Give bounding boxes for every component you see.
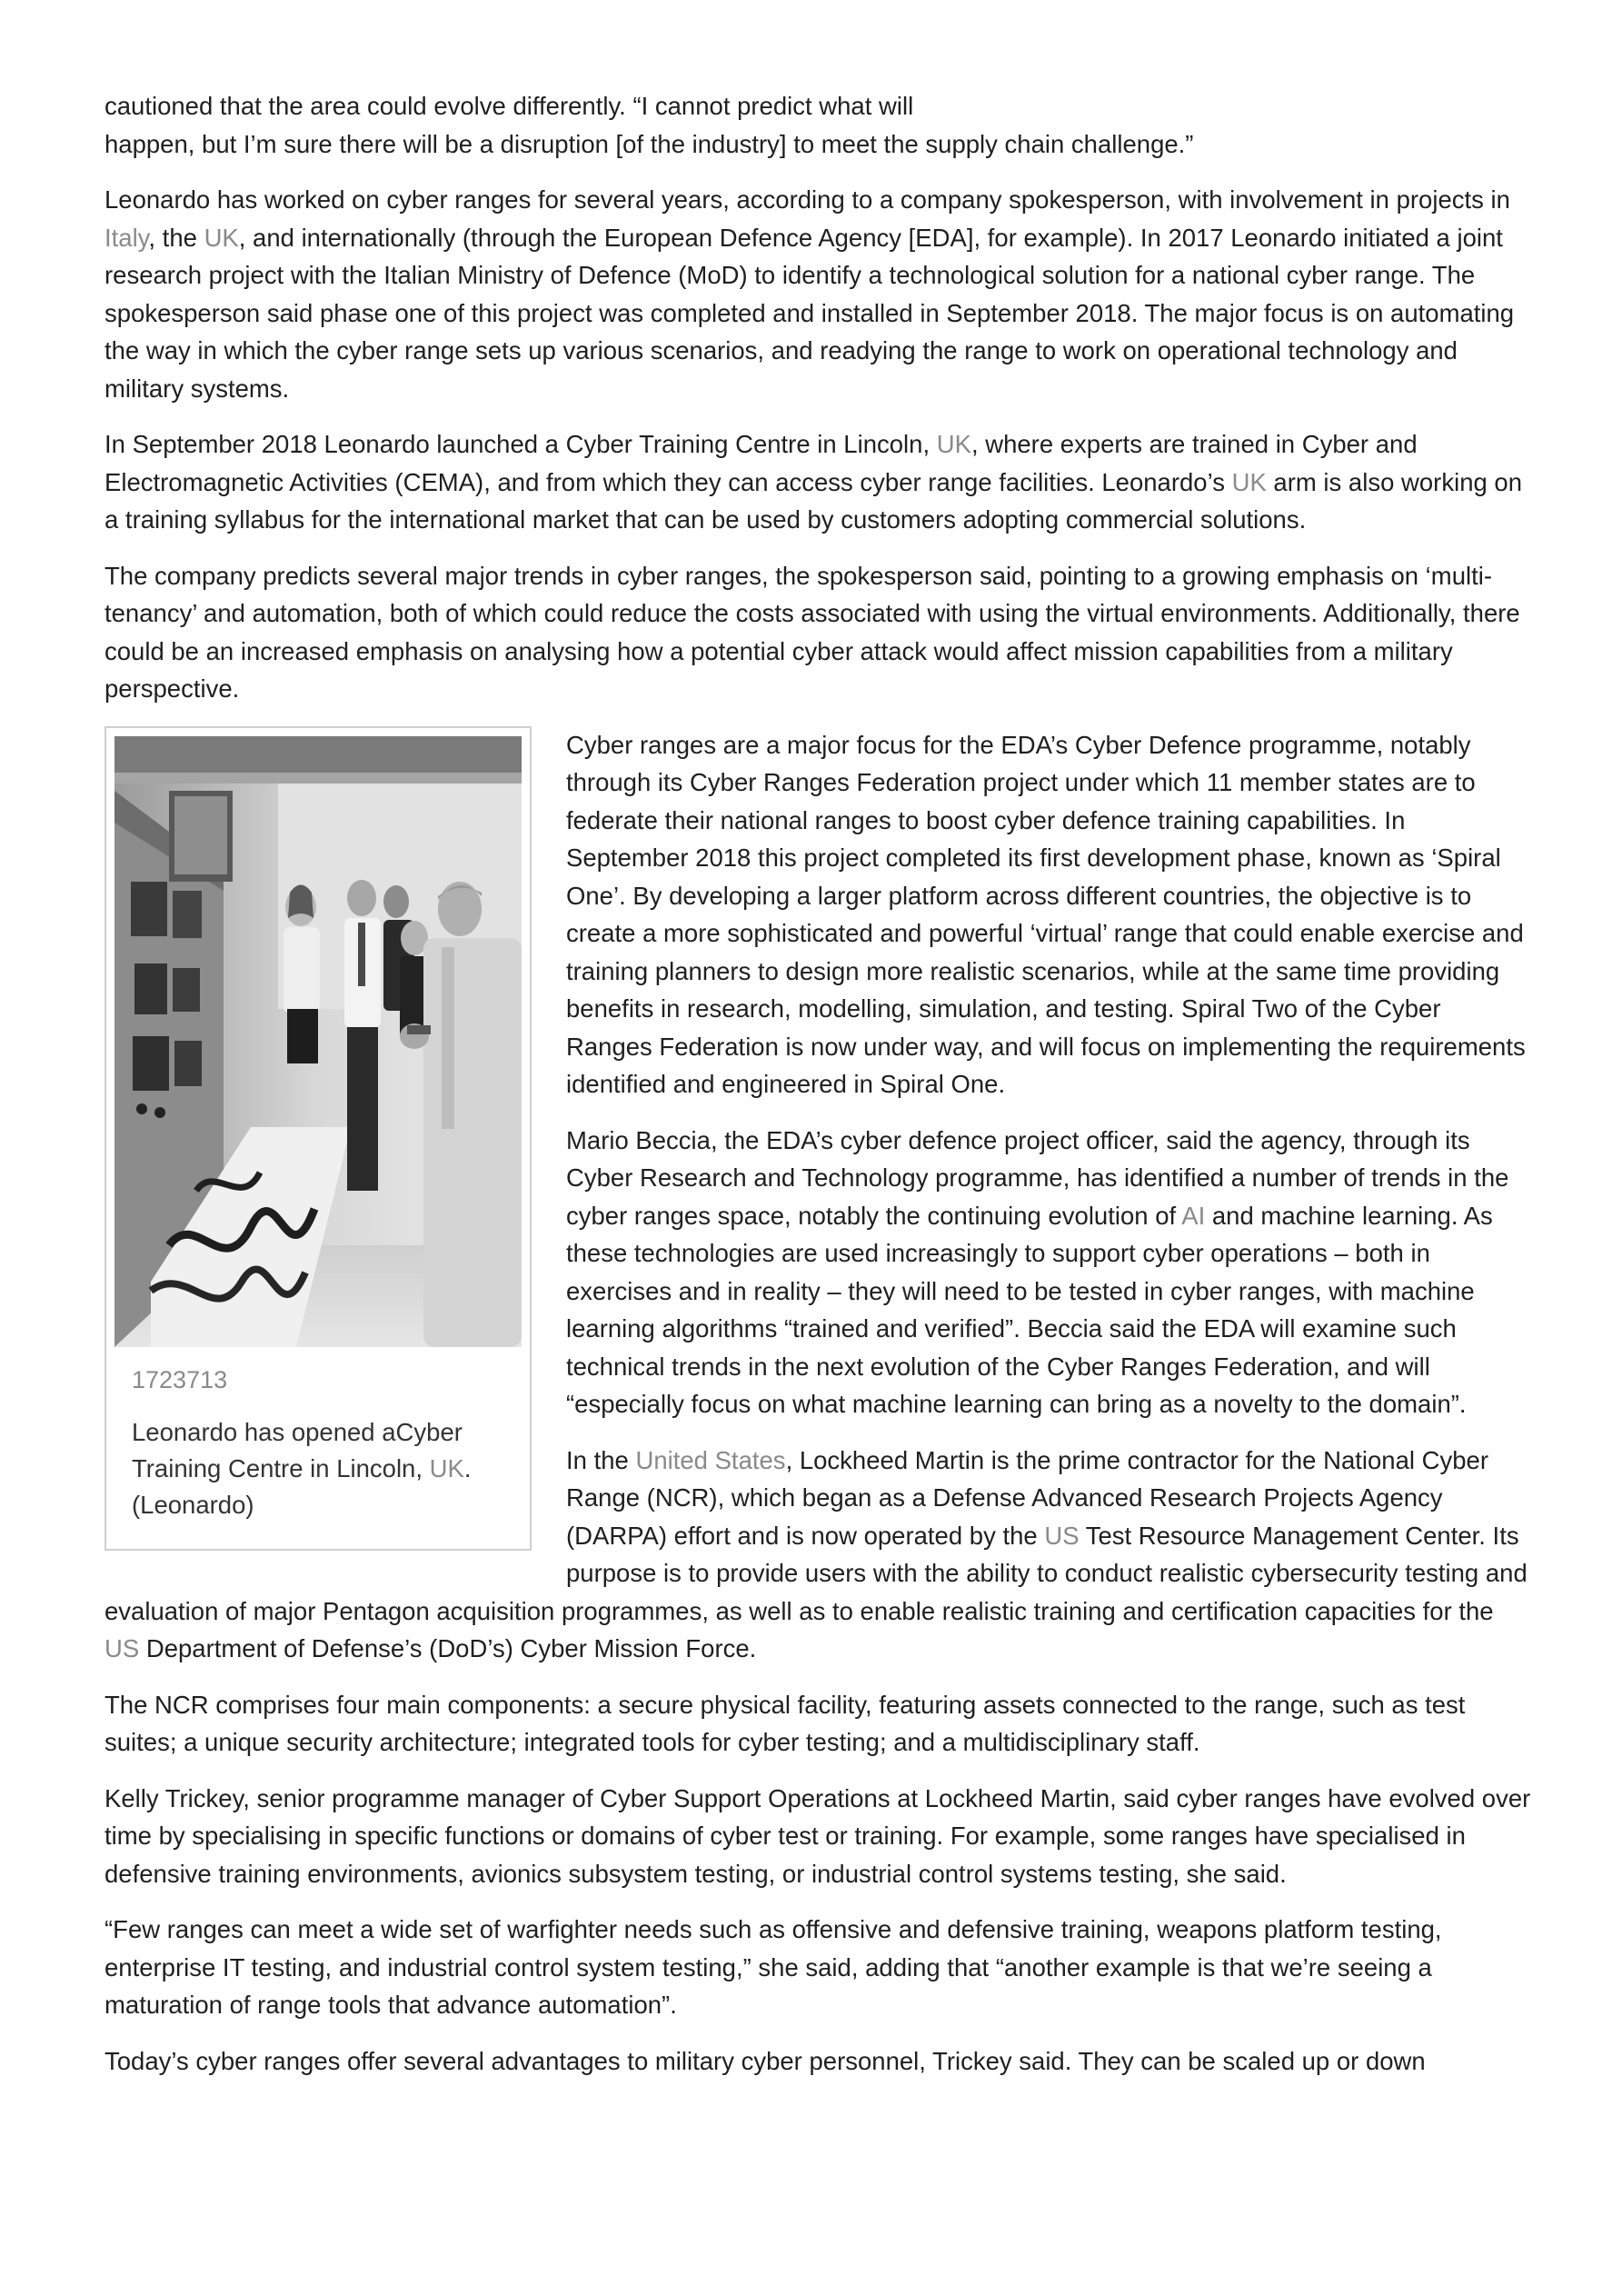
link-uk[interactable]: UK (204, 223, 239, 252)
text-run: Department of Defense’s (DoD’s) Cyber Mission Force. (139, 1634, 757, 1662)
paragraph-trickey-quote (104, 1911, 1531, 2024)
link-italy[interactable]: Italy (104, 223, 149, 252)
paragraph-line: cautioned that the area could evolve differently. “I cannot predict what will (104, 92, 914, 120)
link-us[interactable]: US (104, 1634, 140, 1662)
paragraph-advantages (104, 2042, 1531, 2081)
text-run: and machine learning. As these technologies are used increasingly to support cyber operations – both in exercises and in reality – they will need to be tested in cyber ranges, with machine learning algorithms “trained and verified”. Beccia said the EDA will examine such technical trends in the next evolution of the Cyber Ranges Federation, and will “especially focus on what machine learning can bring as a novelty to the domain”. (566, 1201, 1493, 1418)
text-run: Today’s cyber ranges offer several advantages to military cyber personnel, Trickey said. They can be scaled up or down (104, 2046, 1426, 2075)
link-ai[interactable]: AI (1181, 1201, 1206, 1230)
link-uk[interactable]: UK (429, 1453, 464, 1482)
figure-image-id: 1723713 (132, 1365, 228, 1393)
text-run: Leonardo has worked on cyber ranges for several years, according to a company spokesperson, with involvement in projects in (104, 185, 1510, 214)
paragraph-continuation (104, 87, 1531, 163)
link-uk[interactable]: UK (1231, 467, 1267, 496)
text-run: The company predicts several major trends in cyber ranges, the spokesperson said, pointing to a growing emphasis on ‘multi-tenancy’ and automation, both of which could reduce the costs associated with using the virtual environments. Additionally, there could be an increased emphasis on analysing how a potential cyber attack would affect mission capabilities from a military perspective. (104, 561, 1520, 703)
paragraph-ncr-components (104, 1686, 1531, 1762)
text-run: , and internationally (through the European Defence Agency [EDA], for example). In 2017 Leonardo initiated a joint research project with the Italian Ministry of Defence (MoD) to identify a technological solution for a national cyber range. The spokesperson said phase one of this project was completed and installed in September 2018. The major focus is on automating the way in which the cyber range sets up various scenarios, and readying the range to work on operational technology and military systems. (104, 223, 1515, 403)
figure-caption (132, 1414, 522, 1523)
paragraph-line: happen, but I’m sure there will be a disruption [of the industry] to meet the supply chain challenge.” (104, 129, 1194, 158)
text-run: , the (148, 223, 204, 252)
text-run: In the (566, 1445, 636, 1474)
text-run: The NCR comprises four main components: a secure physical facility, featuring assets connected to the range, such as test suites; a unique security architecture; integrated tools for cyber testing; and a multidisciplinary staff. (104, 1690, 1466, 1756)
link-united-states[interactable]: United States (635, 1445, 786, 1474)
link-uk[interactable]: UK (936, 430, 971, 458)
paragraph-trickey (104, 1780, 1531, 1893)
text-run: In September 2018 Leonardo launched a Cyber Training Centre in Lincoln, (104, 430, 937, 458)
paragraph-training-centre (104, 425, 1531, 539)
text-run: Mario Beccia, the EDA’s cyber defence project officer, said the agency, through its Cyber Research and Technology programme, has identified a number of trends in the cyber ranges space, notably the continuing evolution of (566, 1125, 1509, 1230)
link-us[interactable]: US (1044, 1521, 1080, 1550)
text-run: , Lockheed Martin is the prime contractor for the National Cyber Range (NCR), which began as a Defense Advanced Research Projects Agency (DARPA) effort and is now operated by the (566, 1445, 1488, 1550)
text-run: Test Resource Management Center. Its purpose is to provide users with the ability to conduct realistic cybersecurity testing and evaluation of major Pentagon acquisition programmes, as well as to enable realistic training and certification capacities for the (104, 1521, 1527, 1625)
paragraph-trends (104, 557, 1531, 708)
text-run: “Few ranges can meet a wide set of warfighter needs such as offensive and defensive training, weapons platform testing, enterprise IT testing, and industrial control system testing,” she said, adding that “another example is that we’re seeing a maturation of range tools that advance automation”. (104, 1915, 1442, 2019)
text-run: , where experts are trained in Cyber and Electromagnetic Activities (CEMA), and from which they can access cyber range facilities. Leonardo’s (104, 430, 1418, 496)
text-run: arm is also working on a training syllabus for the international market that can be used by customers adopting commercial solutions. (104, 467, 1523, 534)
article-figure (104, 726, 532, 1551)
text-run: Cyber ranges are a major focus for the EDA’s Cyber Defence programme, notably through its Cyber Ranges Federation project under which 11 member states are to federate their national ranges to boost cyber defence training capabilities. In September 2018 this project completed its first development phase, known as ‘Spiral One’. By developing a larger platform across different countries, the objective is to create a more sophisticated and powerful ‘virtual’ range that could enable exercise and training planners to design more realistic scenarios, while at the same time providing benefits in research, modelling, simulation, and testing. Spiral Two of the Cyber Ranges Federation is now under way, and will focus on implementing the requirements identified and engineered in Spiral One. (566, 730, 1526, 1098)
caption-text: Leonardo has opened aCyber Training Centre in Lincoln, (132, 1417, 463, 1482)
training-centre-photo (114, 736, 522, 1347)
text-run: Kelly Trickey, senior programme manager of Cyber Support Operations at Lockheed Martin, said cyber ranges have evolved over time by specialising in specific functions or domains of cyber test or training. For example, some ranges have specialised in defensive training environments, avionics subsystem testing, or industrial control systems testing, she said. (104, 1783, 1531, 1888)
caption-text: . (Leonardo) (132, 1453, 472, 1519)
paragraph-leonardo-ranges (104, 181, 1531, 407)
